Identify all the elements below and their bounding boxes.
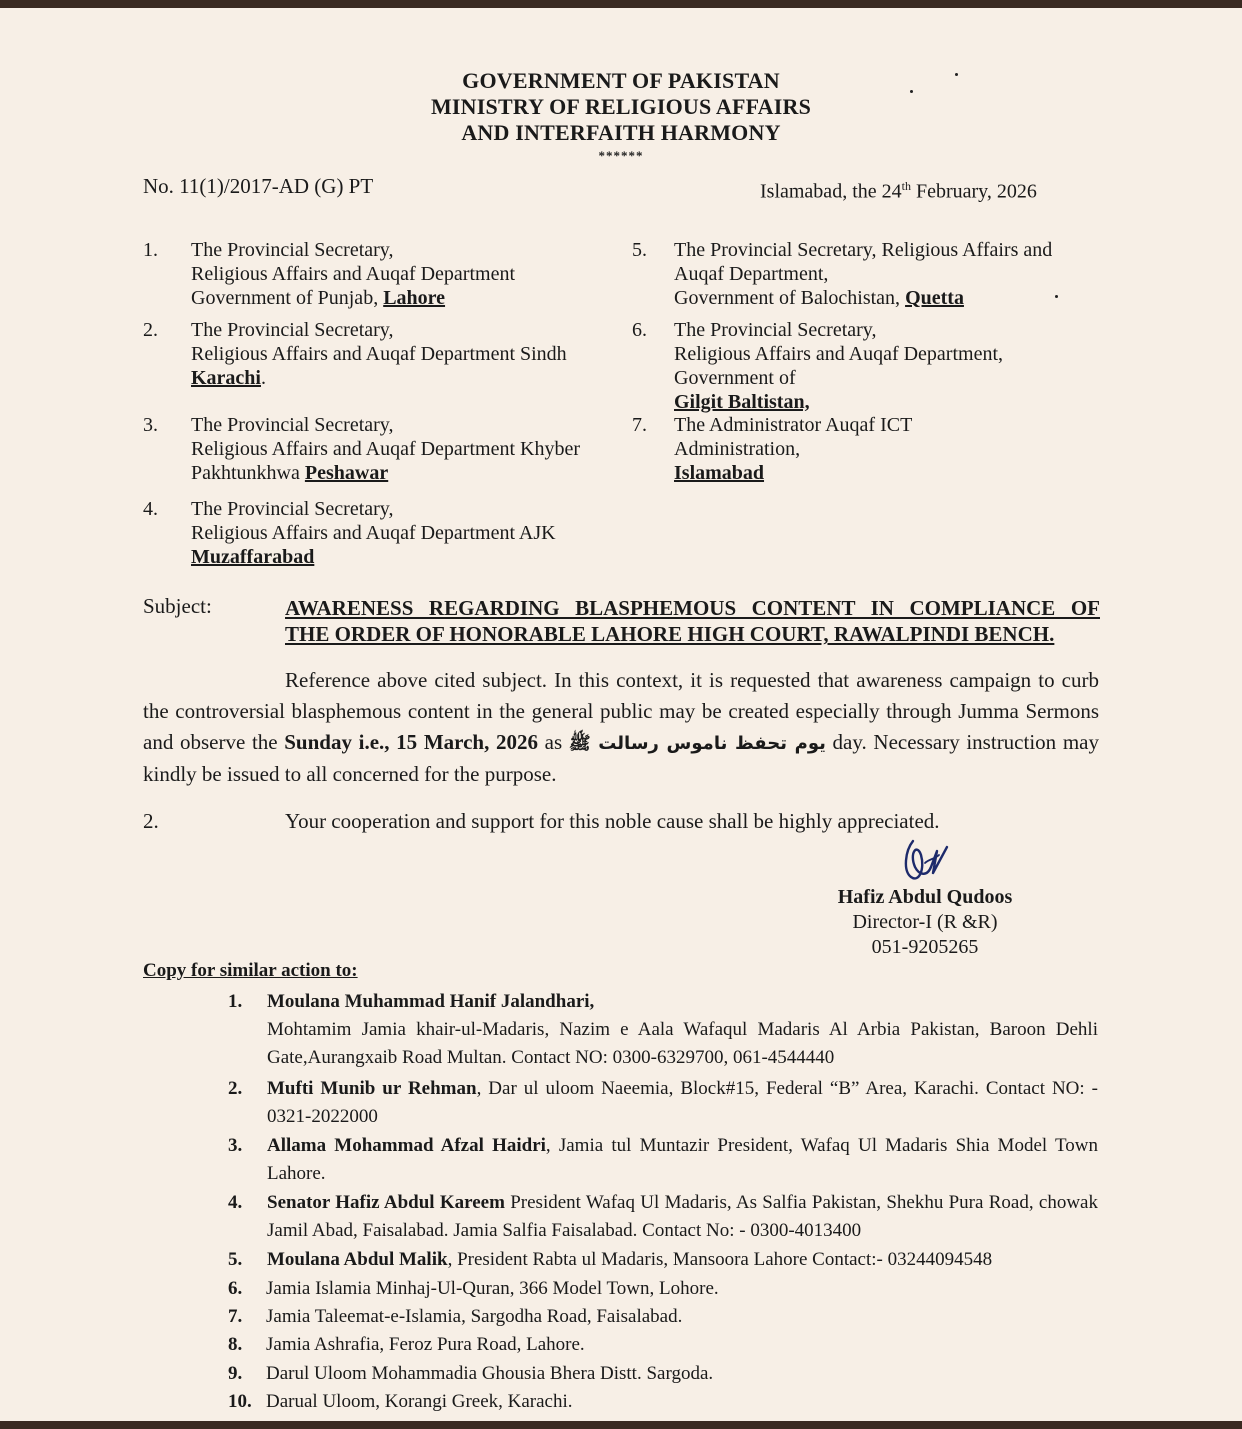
speck [1055,295,1058,298]
signatory-phone: 051-9205265 [871,936,979,958]
letter-page: GOVERNMENT OF PAKISTAN MINISTRY OF RELIGIOUS AFFAIRS AND INTERFAITH HARMONY ****** No. 11(1)/2017-AD (G) PT Islamabad, the 24th February, 2026 1. The Provincial Secretary, Religious Affairs and Auqaf Department Government of Punjab, Lahore 2. The Provincial Secretary, Religious Affairs and Auqaf Department Sindh Karachi. 3. The Provincial Secretary, Religious Affairs and Auqaf Department Khyber Pakhtunkhwa Peshawar 4. The Provincial Secretary, Religious Affairs and Auqaf Department AJK Muzaffarabad 5. The Provincial Secretary, Religious Affairs and Auqaf Department, Government of Balochistan, Quetta 6. The Provincial Secretary, Religious Affairs and Auqaf Department, Government of Gilgit Baltistan, 7. The Administrator Auqaf ICT Administration, Islamabad Subject: AWARENESS REGARDING BLASPHEMOUS CONTENT IN COMPLIANCE OF THE ORDER OF HONORABLE LAHORE HIGH COURT, RAWALPINDI BENCH. Reference above cited subject. In this context, it is requested that awareness campaign to curb the controversial blasphemous content in the general public may be created especially through Jumma Sermons and observe the Sunday i.e., 15 March, 2026 as یوم تحفظ ناموس رسالت ﷺ day. Necessary instruction may kindly be issued to all concerned for the purpose. 2. Your cooperation and support for this noble cause shall be highly appreciated. Hafiz Abdul Qudoos Director-I (R &R) 051-9205265 Copy for similar action to: 1. Moulana Muhammad Hanif Jalandhari, Mohtamim Jamia khair-ul-Madaris, Nazim e Aala Wafaqul Madaris Al Arbia Pakistan, Baroon Dehli Gate,Aurangxaib Road Multan. Contact NO: 0300-6329700, 061-4544440 2. Mufti Munib ur Rehman, Dar ul uloom Naeemia, Block#15, Federal “B” Area, Karachi. Contact NO: - 0321-2022000 3. Allama Mohammad Afzal Haidri, Jamia tul Muntazir President, Wafaq Ul Madaris Shia Model Town Lahore. 4. Senator Hafiz Abdul Kareem President Wafaq Ul Madaris, As Salfia Pakistan, Shekhu Pura Road, chowak Jamil Abad, Faisalabad. Jamia Salfia Faisalabad. Contact No: - 0300-4013400 5. Moulana Abdul Malik, President Rabta ul Madaris, Mansoora Lahore Contact:- 03244094548 6. Jamia Islamia Minhaj-Ul-Quran, 366 Model Town, Lohore. 7. Jamia Taleemat-e-Islamia, Sargodha Road, Faisalabad. 8. Jamia Ashrafia, Feroz Pura Road, Lahore. 9. Darul Uloom Mohammadia Ghousia Bhera Distt. Sargoda. 10. Darual Uloom, Korangi Greek, Karachi. [0,8,1242,1421]
subject-line-1: AWARENESS REGARDING BLASPHEMOUS CONTENT IN COMPLIANCE OF [285,596,1100,620]
copy-heading: Copy for similar action to: [143,960,358,981]
header-government: GOVERNMENT OF PAKISTAN [462,68,780,93]
reference-number: No. 11(1)/2017-AD (G) PT [143,174,374,198]
letter-date: Islamabad, the 24th February, 2026 [760,179,1037,203]
signature-scribble [895,833,960,888]
header-interfaith: AND INTERFAITH HARMONY [461,120,781,145]
body-paragraph-2-number: 2. [143,809,159,833]
speck [955,73,958,76]
body-paragraph-1: Reference above cited subject. In this context, it is requested that awareness campaign to curb the controversial blasphemous content in the general public may be created especially through Jumma Sermons and observe the Sunday i.e., 15 March, 2026 as یوم تحفظ ناموس رسالت ﷺ day. Necessary instruction may kindly be issued to all concerned for the purpose. [143,668,1099,786]
header-ministry: MINISTRY OF RELIGIOUS AFFAIRS [430,94,812,119]
subject-line-2: THE ORDER OF HONORABLE LAHORE HIGH COURT, RAWALPINDI BENCH. [285,622,1055,646]
body-paragraph-2: Your cooperation and support for this noble cause shall be highly appreciated. [285,809,940,833]
signatory-name: Hafiz Abdul Qudoos [837,886,1013,908]
header-stars: ****** [598,148,644,163]
signatory-title: Director-I (R &R) [852,911,998,933]
subject-label: Subject: [143,594,212,618]
speck [910,90,913,93]
